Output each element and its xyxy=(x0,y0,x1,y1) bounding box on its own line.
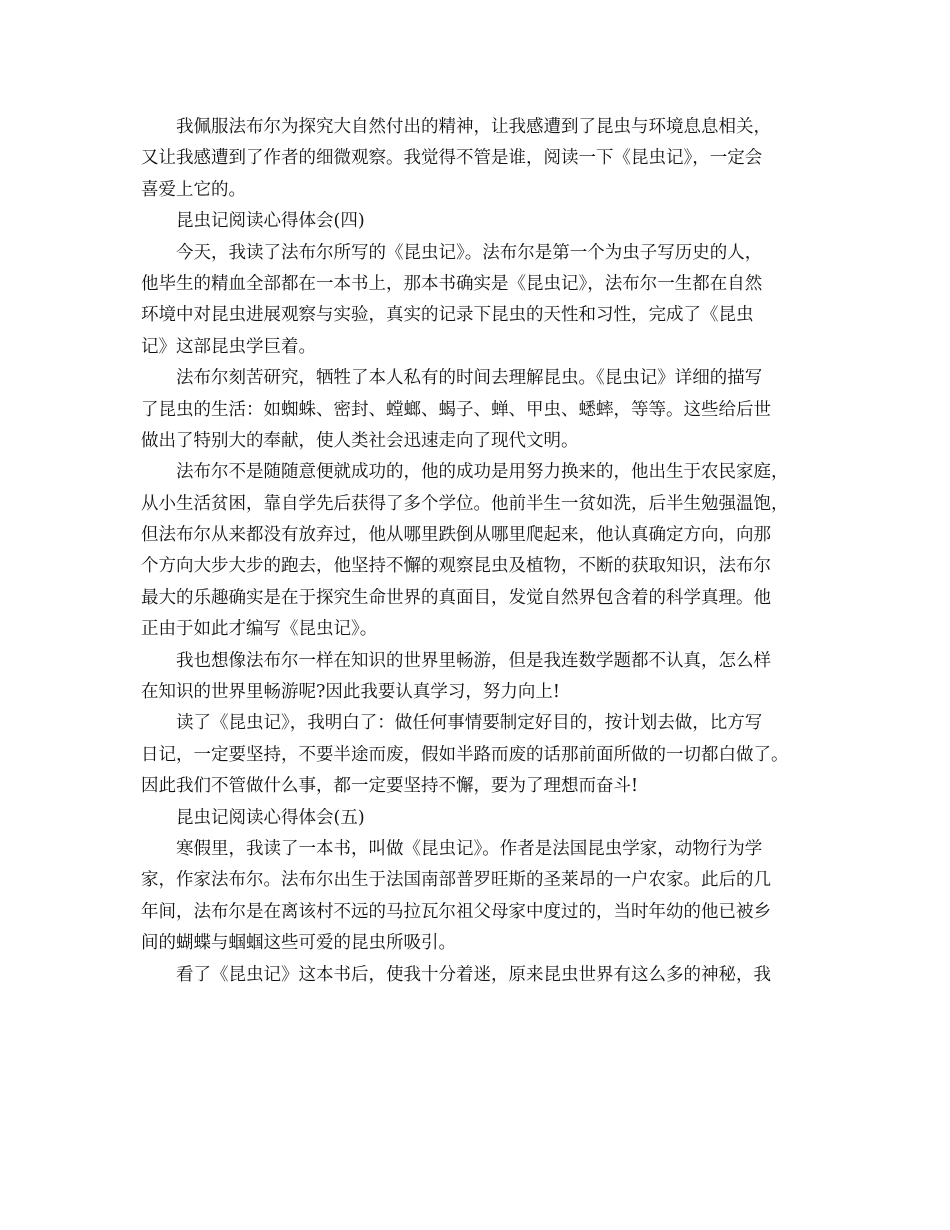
text-line: 在知识的世界里畅游呢?因此我要认真学习，努力向上! xyxy=(141,682,560,703)
text-line: 间的蝴蝶与蝈蝈这些可爱的昆虫所吸引。 xyxy=(141,933,456,954)
text-line: 正由于如此才编写《昆虫记》。 xyxy=(141,619,378,640)
text-line: 个方向大步大步的跑去，他坚持不懈的观察昆虫及植物，不断的获取知识，法布尔 xyxy=(141,556,771,577)
text-line: 从小生活贫困，靠自学先后获得了多个学位。他前半生一贫如洗，后半生勉强温饱， xyxy=(141,493,789,514)
text-line: 读了《昆虫记》，我明白了：做任何事情要制定好目的，按计划去做，比方写 xyxy=(176,713,763,734)
text-line: 喜爱上它的。 xyxy=(141,179,246,200)
text-line: 我也想像法布尔一样在知识的世界里畅游，但是我连数学题都不认真，怎么样 xyxy=(176,650,771,671)
text-line: 我佩服法布尔为探究大自然付出的精神，让我感遭到了昆虫与环境息息相关， xyxy=(176,117,771,137)
text-line: 记》这部昆虫学巨着。 xyxy=(141,336,316,357)
text-line: 法布尔刻苦研究，牺牲了本人私有的时间去理解昆虫。《昆虫记》详细的描写 xyxy=(176,368,763,389)
text-line: 法布尔不是随随意便就成功的，他的成功是用努力换来的，他出生于农民家庭， xyxy=(176,462,789,483)
text-line: 看了《昆虫记》这本书后，使我十分着迷，原来昆虫世界有这么多的神秘，我 xyxy=(176,964,771,985)
text-line: 家，作家法布尔。法布尔出生于法国南部普罗旺斯的圣莱昂的一户农家。此后的几 xyxy=(141,870,771,891)
text-line: 环境中对昆虫进展观察与实验，真实的记录下昆虫的天性和习性，完成了《昆虫 xyxy=(141,305,754,326)
text-line: 今天，我读了法布尔所写的《昆虫记》。法布尔是第一个为虫子写历史的人， xyxy=(176,242,763,263)
text-line: 因此我们不管做什么事，都一定要坚持不懈，要为了理想而奋斗! xyxy=(141,776,639,797)
text-line: 年间，法布尔是在离该村不远的马拉瓦尔祖父母家中度过的，当时年幼的他已被乡 xyxy=(141,901,771,922)
text-line: 但法布尔从来都没有放弃过，他从哪里跌倒从哪里爬起来，他认真确定方向，向那 xyxy=(141,525,771,546)
text-line: 又让我感遭到了作者的细微观察。我觉得不管是谁，阅读一下《昆虫记》，一定会 xyxy=(141,148,763,169)
text-line: 最大的乐趣确实是在于探究生命世界的真面目，发觉自然界包含着的科学真理。他 xyxy=(141,587,771,608)
text-line: 日记，一定要坚持，不要半途而废，假如半路而废的话那前面所做的一切都白做了。 xyxy=(141,744,789,765)
body-text xyxy=(141,112,826,991)
text-line: 昆虫记阅读心得体会(四) xyxy=(176,211,365,232)
text-line: 昆虫记阅读心得体会(五) xyxy=(176,807,365,828)
text-line: 他毕生的精血全部都在一本书上，那本书确实是《昆虫记》，法布尔一生都在自然 xyxy=(141,273,763,294)
text-line: 做出了特别大的奉献，使人类社会迅速走向了现代文明。 xyxy=(141,430,579,451)
text-line: 了昆虫的生活：如蜘蛛、密封、螳螂、蝎子、蝉、甲虫、蟋蟀，等等。这些给后世 xyxy=(141,399,771,420)
text-line: 寒假里，我读了一本书，叫做《昆虫记》。作者是法国昆虫学家，动物行为学 xyxy=(176,838,763,859)
